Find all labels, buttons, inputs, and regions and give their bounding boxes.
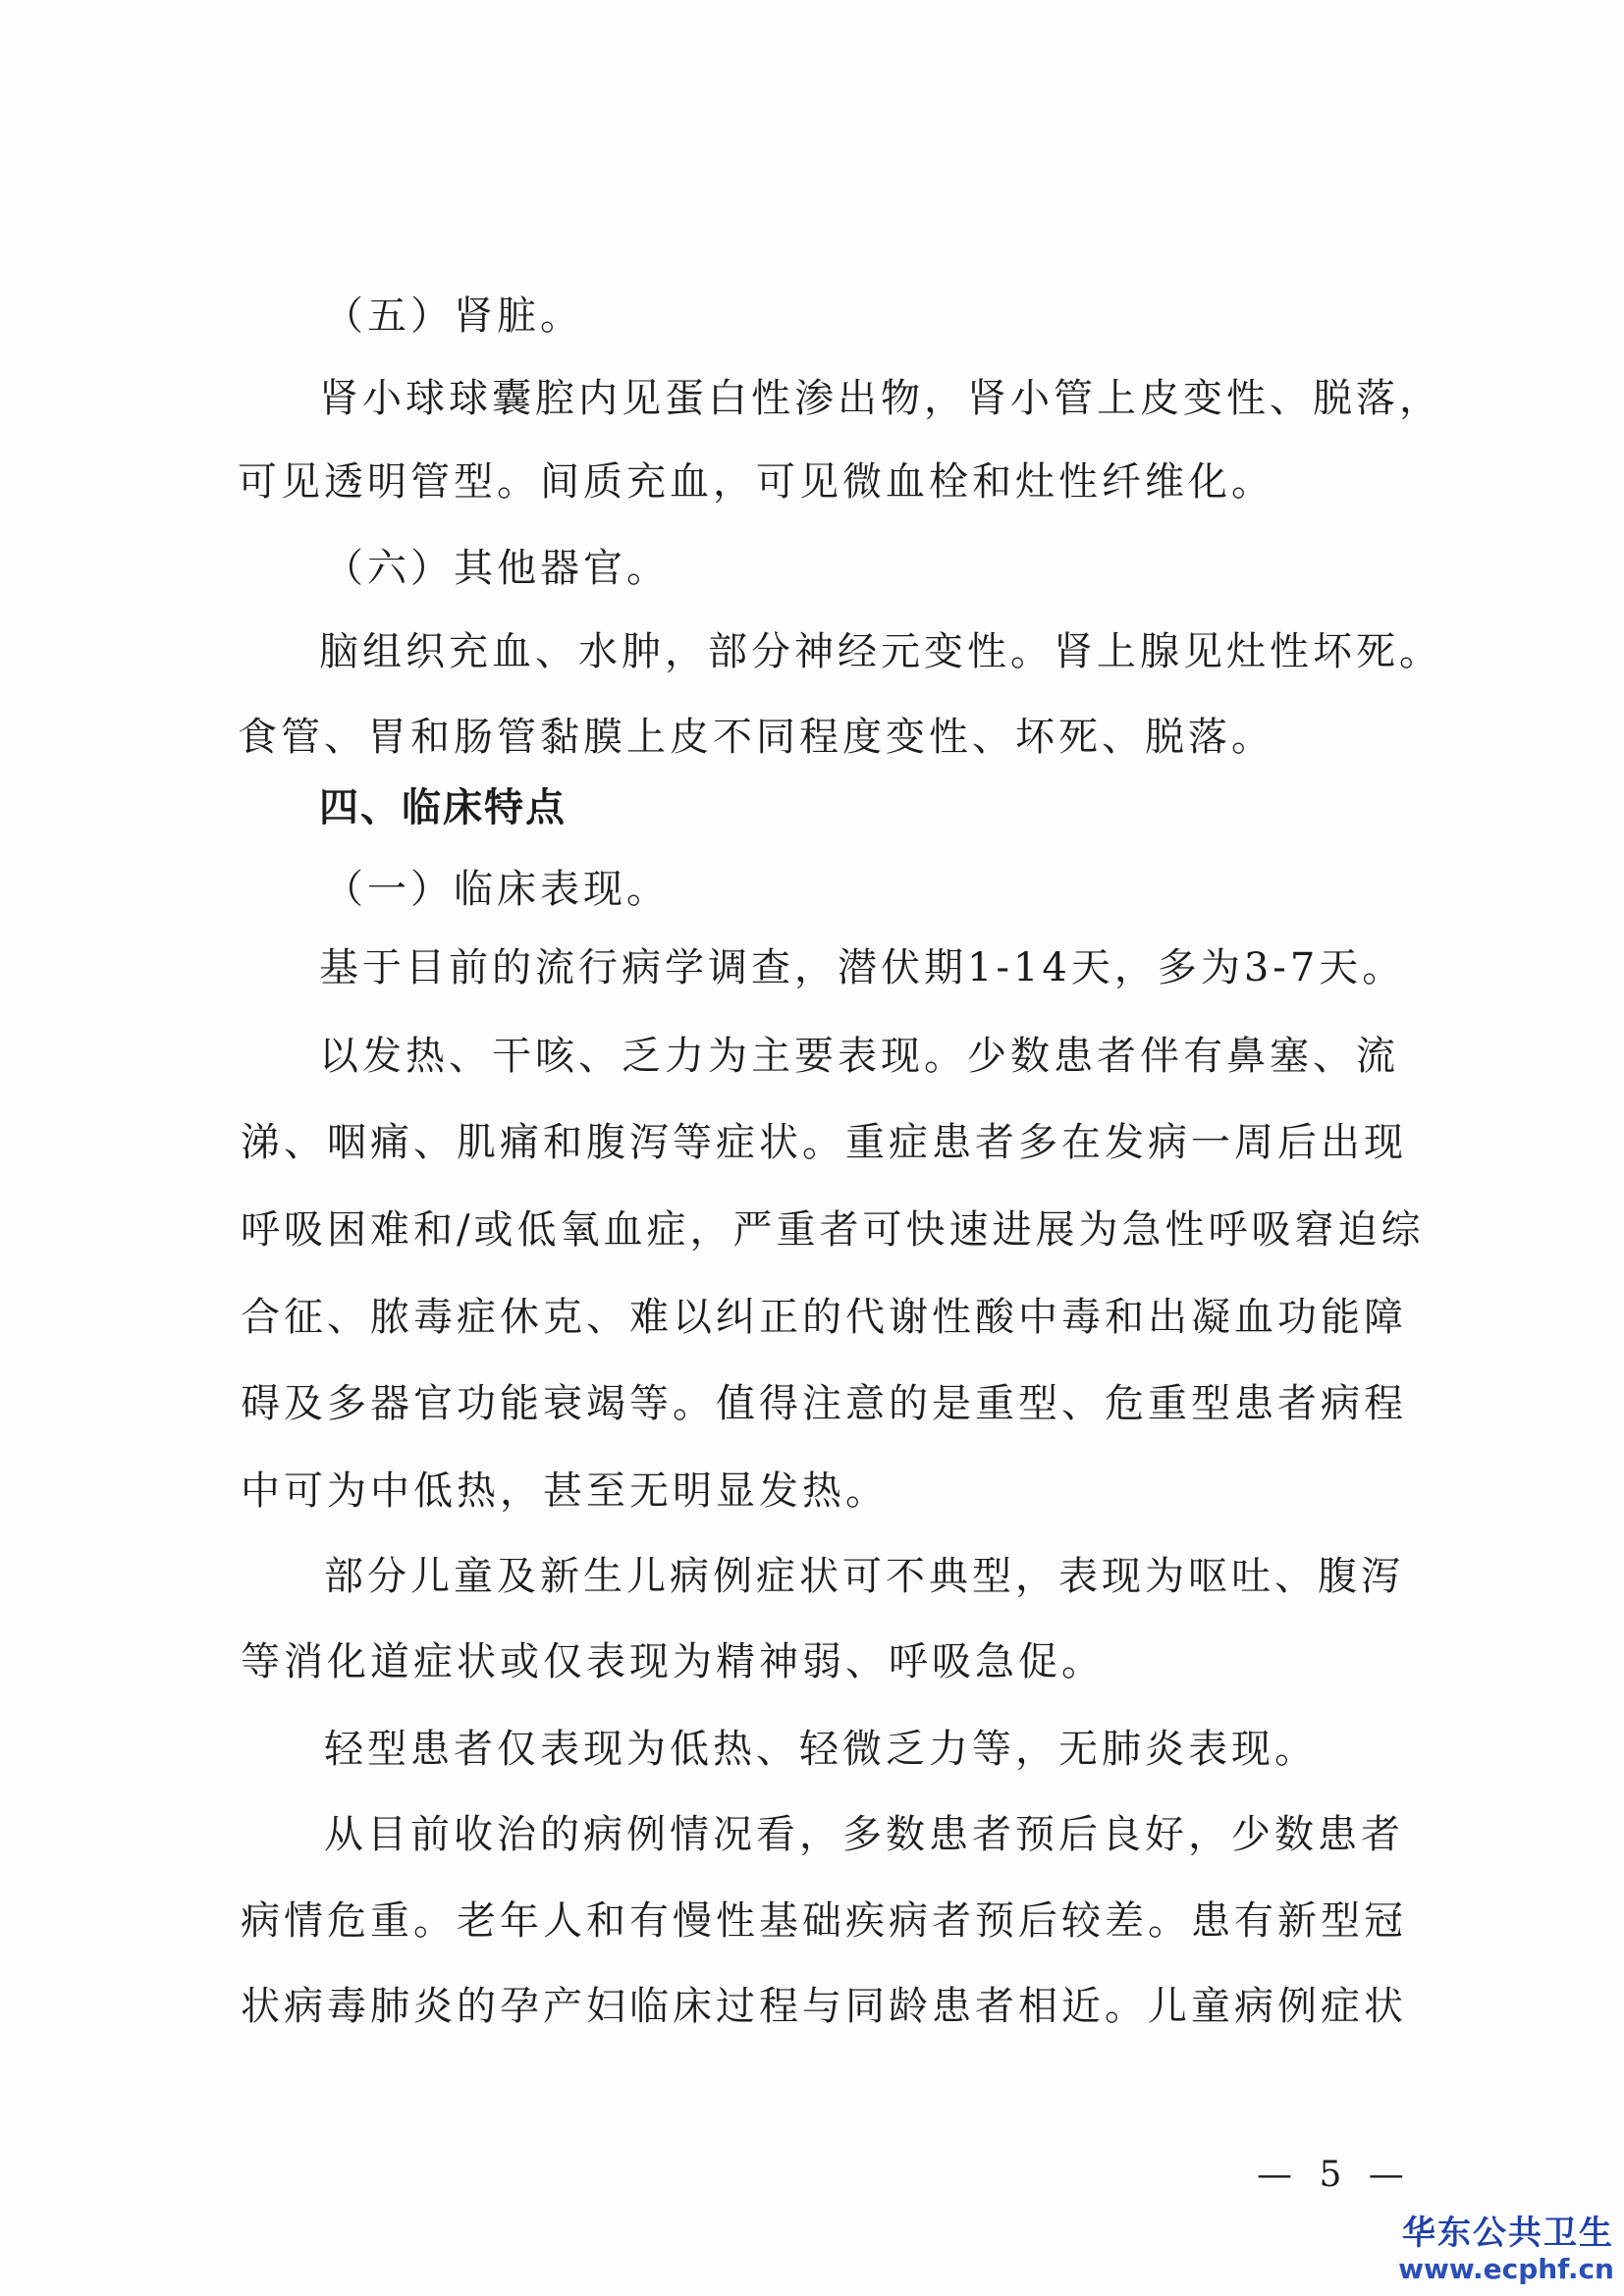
paragraph-line: 碍及多器官功能衰竭等。值得注意的是重型、危重型患者病程 (241, 1381, 1407, 1426)
paragraph-line: 肾小球球囊腔内见蛋白性渗出物，肾小管上皮变性、脱落， (319, 376, 1442, 421)
chapter-heading-clinical-features: 四、临床特点 (319, 785, 567, 830)
watermark-url: www.ecphf.cn (1398, 2253, 1614, 2285)
paragraph-line: 食管、胃和肠管黏膜上皮不同程度变性、坏死、脱落。 (238, 715, 1274, 760)
page-number: — 5 — (1257, 2155, 1412, 2195)
paragraph-line: 部分儿童及新生儿病例症状可不典型，表现为呕吐、腹泻 (324, 1554, 1404, 1599)
paragraph-line: 等消化道症状或仅表现为精神弱、呼吸急促。 (241, 1639, 1105, 1684)
paragraph-line: 状病毒肺炎的孕产妇临床过程与同龄患者相近。儿童病例症状 (241, 1984, 1407, 2029)
paragraph-line: 基于目前的流行病学调查，潜伏期1-14天，多为3-7天。 (319, 945, 1406, 990)
section-heading-clinical-manifestation: （一）临床表现。 (324, 867, 670, 912)
paragraph-line: 涕、咽痛、肌痛和腹泻等症状。重症患者多在发病一周后出现 (241, 1120, 1407, 1165)
watermark-title: 华东公共卫生 (1402, 2214, 1614, 2253)
watermark (1398, 2214, 1614, 2286)
paragraph-line: 从目前收治的病例情况看，多数患者预后良好，少数患者 (324, 1812, 1404, 1857)
paragraph-line: 病情危重。老年人和有慢性基础疾病者预后较差。患有新型冠 (241, 1898, 1407, 1944)
section-heading-other-organs: （六）其他器官。 (324, 546, 670, 591)
paragraph-line: 中可为中低热，甚至无明显发热。 (241, 1468, 889, 1514)
paragraph-line: 以发热、干咳、乏力为主要表现。少数患者伴有鼻塞、流 (319, 1034, 1399, 1079)
paragraph-line: 轻型患者仅表现为低热、轻微乏力等，无肺炎表现。 (324, 1727, 1318, 1772)
paragraph-line: 呼吸困难和/或低氧血症，严重者可快速进展为急性呼吸窘迫综 (241, 1207, 1425, 1253)
paragraph-line: 合征、脓毒症休克、难以纠正的代谢性酸中毒和出凝血功能障 (241, 1295, 1407, 1340)
section-heading-kidney: （五）肾脏。 (324, 294, 583, 339)
paragraph-line: 脑组织充血、水肿，部分神经元变性。肾上腺见灶性坏死。 (319, 629, 1442, 674)
paragraph-line: 可见透明管型。间质充血，可见微血栓和灶性纤维化。 (238, 459, 1274, 505)
